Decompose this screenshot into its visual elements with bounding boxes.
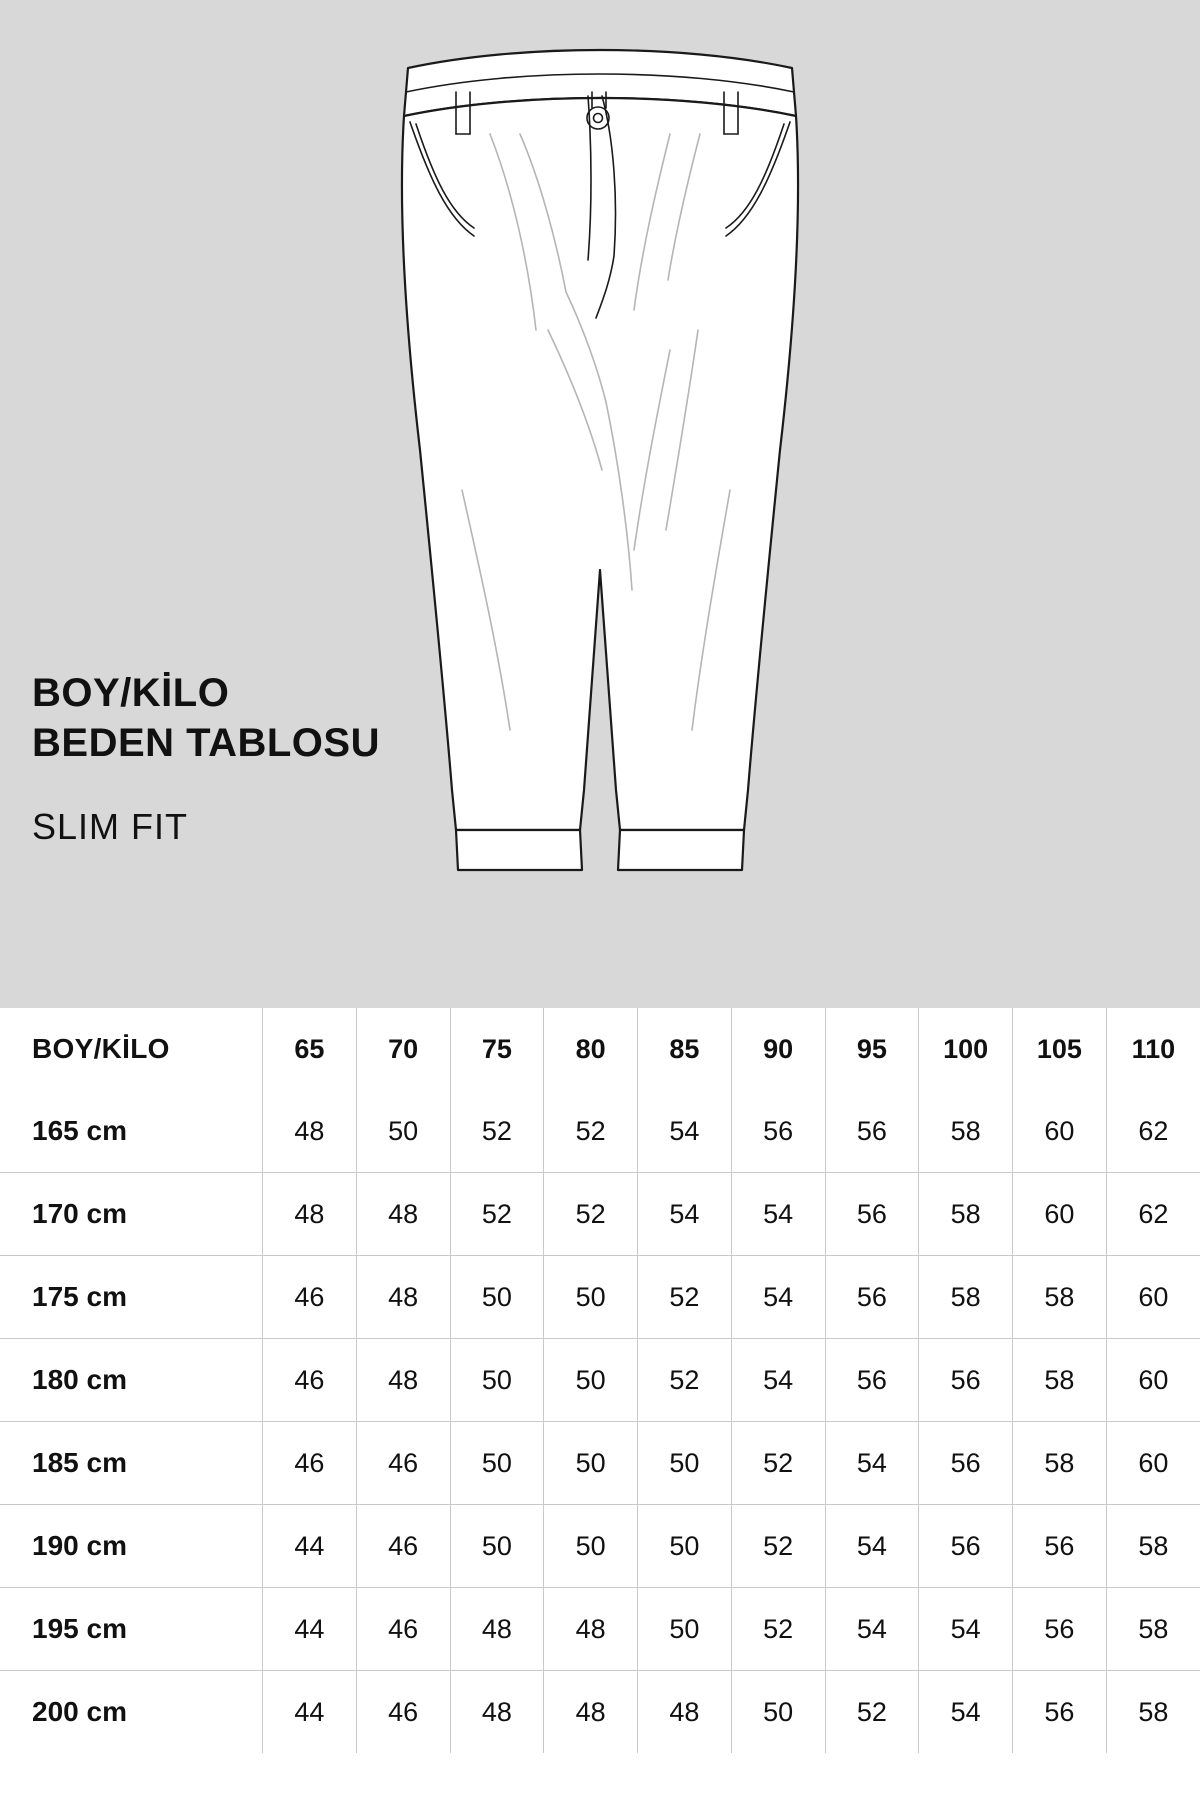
row-header: 185 cm xyxy=(0,1422,263,1505)
table-cell: 44 xyxy=(263,1671,357,1754)
row-header: 170 cm xyxy=(0,1173,263,1256)
table-cell: 58 xyxy=(1106,1505,1200,1588)
table-cell: 62 xyxy=(1106,1090,1200,1173)
table-row xyxy=(0,1505,1200,1588)
column-header: 85 xyxy=(638,1008,732,1090)
table-cell: 60 xyxy=(1013,1173,1107,1256)
row-header: 195 cm xyxy=(0,1588,263,1671)
table-cell: 48 xyxy=(544,1588,638,1671)
table-cell: 58 xyxy=(919,1173,1013,1256)
table-row xyxy=(0,1671,1200,1754)
table-cell: 50 xyxy=(544,1339,638,1422)
table-cell: 60 xyxy=(1106,1256,1200,1339)
table-cell: 52 xyxy=(638,1256,732,1339)
table-cell: 52 xyxy=(450,1090,544,1173)
table-cell: 50 xyxy=(544,1256,638,1339)
table-cell: 56 xyxy=(825,1173,919,1256)
fit-subtitle: SLIM FIT xyxy=(32,806,189,847)
table-cell: 52 xyxy=(544,1090,638,1173)
table-cell: 48 xyxy=(356,1173,450,1256)
table-cell: 58 xyxy=(919,1090,1013,1173)
table-cell: 62 xyxy=(1106,1173,1200,1256)
table-header-row xyxy=(0,1008,1200,1090)
table-cell: 50 xyxy=(450,1256,544,1339)
table-cell: 50 xyxy=(638,1422,732,1505)
table-cell: 52 xyxy=(731,1588,825,1671)
table-cell: 54 xyxy=(731,1256,825,1339)
table-cell: 50 xyxy=(544,1505,638,1588)
table-cell: 46 xyxy=(263,1422,357,1505)
table-cell: 48 xyxy=(544,1671,638,1754)
page-title-line1: BOY/KİLO xyxy=(32,671,230,715)
table-cell: 48 xyxy=(450,1671,544,1754)
table-cell: 44 xyxy=(263,1505,357,1588)
table-cell: 50 xyxy=(450,1505,544,1588)
table-row xyxy=(0,1173,1200,1256)
table-cell: 46 xyxy=(263,1339,357,1422)
table-cell: 54 xyxy=(638,1090,732,1173)
table-cell: 48 xyxy=(356,1256,450,1339)
table-cell: 54 xyxy=(919,1671,1013,1754)
row-header: 200 cm xyxy=(0,1671,263,1754)
table-cell: 60 xyxy=(1106,1339,1200,1422)
column-header: 70 xyxy=(356,1008,450,1090)
table-cell: 60 xyxy=(1106,1422,1200,1505)
table-cell: 48 xyxy=(263,1173,357,1256)
table-cell: 56 xyxy=(731,1090,825,1173)
column-header: 75 xyxy=(450,1008,544,1090)
table-cell: 50 xyxy=(450,1422,544,1505)
size-table-body xyxy=(0,1090,1200,1753)
page-title-line2: BEDEN TABLOSU xyxy=(32,721,380,765)
column-header: 80 xyxy=(544,1008,638,1090)
table-row xyxy=(0,1090,1200,1173)
table-cell: 46 xyxy=(263,1256,357,1339)
table-cell: 58 xyxy=(1013,1256,1107,1339)
table-cell: 54 xyxy=(825,1505,919,1588)
column-header: 105 xyxy=(1013,1008,1107,1090)
row-header: 190 cm xyxy=(0,1505,263,1588)
table-cell: 54 xyxy=(919,1588,1013,1671)
column-header: 90 xyxy=(731,1008,825,1090)
row-header: 180 cm xyxy=(0,1339,263,1422)
table-cell: 50 xyxy=(638,1588,732,1671)
table-cell: 48 xyxy=(450,1588,544,1671)
table-cell: 52 xyxy=(731,1505,825,1588)
table-cell: 54 xyxy=(825,1422,919,1505)
table-cell: 54 xyxy=(825,1588,919,1671)
row-header: 175 cm xyxy=(0,1256,263,1339)
table-cell: 58 xyxy=(1138,1696,1169,1727)
table-cell: 58 xyxy=(1013,1339,1107,1422)
table-corner-header: BOY/KİLO xyxy=(0,1008,263,1090)
table-cell: 52 xyxy=(825,1671,919,1754)
table-cell: 52 xyxy=(638,1339,732,1422)
table-cell: 56 xyxy=(825,1256,919,1339)
table-cell: 48 xyxy=(356,1339,450,1422)
table-cell: 46 xyxy=(356,1505,450,1588)
column-header: 65 xyxy=(263,1008,357,1090)
table-cell: 54 xyxy=(638,1173,732,1256)
hero-text-block xyxy=(32,668,552,848)
table-cell: 58 xyxy=(919,1256,1013,1339)
table-cell: 56 xyxy=(919,1422,1013,1505)
table-cell: 52 xyxy=(450,1173,544,1256)
table-row xyxy=(0,1339,1200,1422)
size-table-head xyxy=(0,1008,1200,1090)
table-cell: 48 xyxy=(263,1090,357,1173)
table-cell: 50 xyxy=(638,1505,732,1588)
column-header: 100 xyxy=(919,1008,1013,1090)
table-cell: 46 xyxy=(356,1588,450,1671)
table-cell: 54 xyxy=(731,1173,825,1256)
size-table-container xyxy=(0,1008,1200,1800)
table-cell: 56 xyxy=(825,1339,919,1422)
column-header: 110 xyxy=(1131,1033,1176,1064)
table-row xyxy=(0,1256,1200,1339)
table-cell: 50 xyxy=(731,1671,825,1754)
table-cell: 56 xyxy=(1013,1671,1107,1754)
table-cell: 46 xyxy=(356,1422,450,1505)
table-cell: 58 xyxy=(1106,1588,1200,1671)
table-cell: 48 xyxy=(638,1671,732,1754)
table-row xyxy=(0,1588,1200,1671)
column-header: 95 xyxy=(825,1008,919,1090)
table-cell: 58 xyxy=(1013,1422,1107,1505)
table-cell: 50 xyxy=(544,1422,638,1505)
table-cell: 50 xyxy=(450,1339,544,1422)
table-cell: 44 xyxy=(263,1588,357,1671)
row-header: 165 cm xyxy=(0,1090,263,1173)
table-cell: 50 xyxy=(356,1090,450,1173)
table-cell: 52 xyxy=(544,1173,638,1256)
table-cell: 56 xyxy=(919,1339,1013,1422)
table-cell: 56 xyxy=(1013,1588,1107,1671)
table-cell: 52 xyxy=(731,1422,825,1505)
table-row xyxy=(0,1422,1200,1505)
table-cell: 54 xyxy=(731,1339,825,1422)
table-cell: 46 xyxy=(356,1671,450,1754)
table-cell: 56 xyxy=(825,1090,919,1173)
size-table xyxy=(0,1008,1200,1753)
table-cell: 60 xyxy=(1013,1090,1107,1173)
table-cell: 56 xyxy=(1013,1505,1107,1588)
table-cell: 56 xyxy=(919,1505,1013,1588)
